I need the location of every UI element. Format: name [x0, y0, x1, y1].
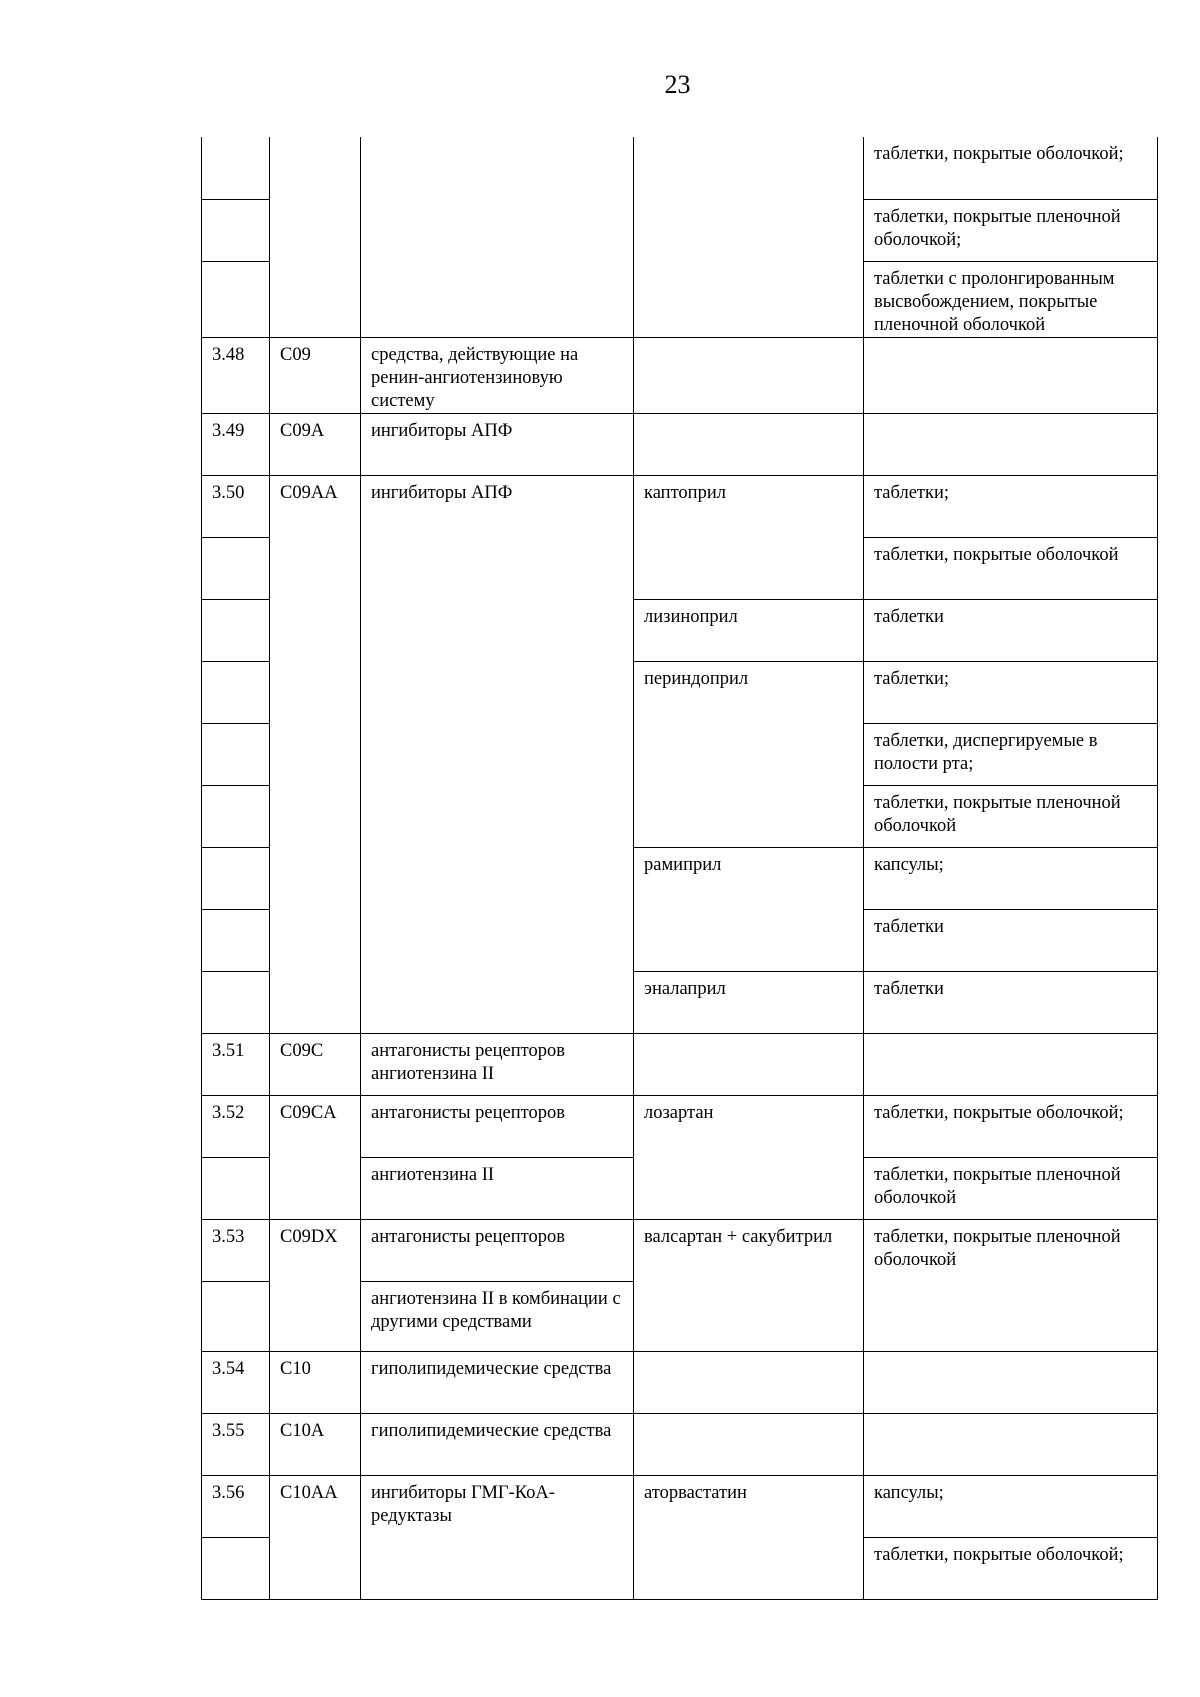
dosage-form: таблетки [864, 599, 1158, 661]
dosage-form [864, 413, 1158, 475]
pharmacological-group: ингибиторы ГМГ-КоА-редуктазы [361, 1475, 634, 1599]
row-number [202, 599, 270, 661]
dosage-form: таблетки [864, 909, 1158, 971]
dosage-form: таблетки, покрытые пленочной оболочкой [864, 1157, 1158, 1219]
row-number [202, 137, 270, 199]
atc-code: C09CA [270, 1095, 361, 1219]
dosage-form: таблетки [864, 971, 1158, 1033]
dosage-form [864, 337, 1158, 413]
row-number [202, 785, 270, 847]
page-number: 23 [664, 70, 691, 99]
drug-name: рамиприл [634, 847, 864, 971]
dosage-form: таблетки, покрытые оболочкой; [864, 1095, 1158, 1157]
drug-name: аторвастатин [634, 1475, 864, 1599]
drug-name [634, 413, 864, 475]
pharmacological-group: антагонисты рецепторов [361, 1219, 634, 1281]
table-row [202, 1475, 1158, 1537]
dosage-form [864, 1351, 1158, 1413]
atc-code: C09DX [270, 1219, 361, 1351]
drug-name: эналаприл [634, 971, 864, 1033]
dosage-form: капсулы; [864, 847, 1158, 909]
pharmacological-group: ингибиторы АПФ [361, 413, 634, 475]
drug-name: каптоприл [634, 475, 864, 599]
table-row [202, 1033, 1158, 1095]
row-number: 3.56 [202, 1475, 270, 1537]
pharmacological-group: антагонисты рецепторов ангиотензина II [361, 1033, 634, 1095]
dosage-form: капсулы; [864, 1475, 1158, 1537]
pharmacological-group: ангиотензина II в комбинации с другими средствами [361, 1281, 634, 1351]
row-number: 3.54 [202, 1351, 270, 1413]
row-number [202, 847, 270, 909]
pharmacological-group: ангиотензина II [361, 1157, 634, 1219]
drug-name [634, 1413, 864, 1475]
pharmacological-group: антагонисты рецепторов [361, 1095, 634, 1157]
row-number: 3.55 [202, 1413, 270, 1475]
pharmacological-group: ингибиторы АПФ [361, 475, 634, 1033]
table-row [202, 1219, 1158, 1281]
dosage-form: таблетки; [864, 475, 1158, 537]
dosage-form: таблетки, покрытые оболочкой [864, 537, 1158, 599]
dosage-form: таблетки, покрытые пленочной оболочкой; [864, 199, 1158, 261]
row-number: 3.50 [202, 475, 270, 537]
table-row [202, 337, 1158, 413]
atc-code: C10AA [270, 1475, 361, 1599]
drug-name: периндоприл [634, 661, 864, 847]
table-row [202, 1095, 1158, 1157]
dosage-form: таблетки, диспергируемые в полости рта; [864, 723, 1158, 785]
row-number [202, 909, 270, 971]
table-row [202, 475, 1158, 537]
table-row [202, 1413, 1158, 1475]
dosage-form: таблетки, покрытые пленочной оболочкой [864, 785, 1158, 847]
medication-table [201, 137, 1158, 1600]
drug-name [634, 137, 864, 337]
row-number [202, 1281, 270, 1351]
table-row [202, 413, 1158, 475]
drug-name [634, 337, 864, 413]
row-number: 3.53 [202, 1219, 270, 1281]
dosage-form: таблетки, покрытые пленочной оболочкой [864, 1219, 1158, 1351]
atc-code [270, 137, 361, 337]
table-row [202, 137, 1158, 199]
atc-code: C09AA [270, 475, 361, 1033]
atc-code: C09 [270, 337, 361, 413]
row-number [202, 723, 270, 785]
drug-name: валсартан + сакубитрил [634, 1219, 864, 1351]
atc-code: C09C [270, 1033, 361, 1095]
row-number [202, 1157, 270, 1219]
row-number [202, 199, 270, 261]
drug-name: лозартан [634, 1095, 864, 1219]
dosage-form: таблетки, покрытые оболочкой; [864, 137, 1158, 199]
row-number [202, 1537, 270, 1599]
pharmacological-group: гиполипидемические средства [361, 1351, 634, 1413]
drug-name [634, 1351, 864, 1413]
row-number: 3.48 [202, 337, 270, 413]
dosage-form: таблетки с пролонгированным высвобождением, покрытые пленочной оболочкой [864, 261, 1158, 337]
pharmacological-group: гиполипидемические средства [361, 1413, 634, 1475]
atc-code: C10A [270, 1413, 361, 1475]
atc-code: C09A [270, 413, 361, 475]
row-number: 3.51 [202, 1033, 270, 1095]
dosage-form [864, 1413, 1158, 1475]
row-number [202, 261, 270, 337]
row-number [202, 971, 270, 1033]
drug-name: лизиноприл [634, 599, 864, 661]
row-number: 3.52 [202, 1095, 270, 1157]
row-number [202, 537, 270, 599]
dosage-form: таблетки, покрытые оболочкой; [864, 1537, 1158, 1599]
row-number [202, 661, 270, 723]
dosage-form [864, 1033, 1158, 1095]
row-number: 3.49 [202, 413, 270, 475]
dosage-form: таблетки; [864, 661, 1158, 723]
pharmacological-group [361, 137, 634, 337]
drug-name [634, 1033, 864, 1095]
pharmacological-group: средства, действующие на ренин-ангиотензиновую систему [361, 337, 634, 413]
table-row [202, 1351, 1158, 1413]
atc-code: C10 [270, 1351, 361, 1413]
